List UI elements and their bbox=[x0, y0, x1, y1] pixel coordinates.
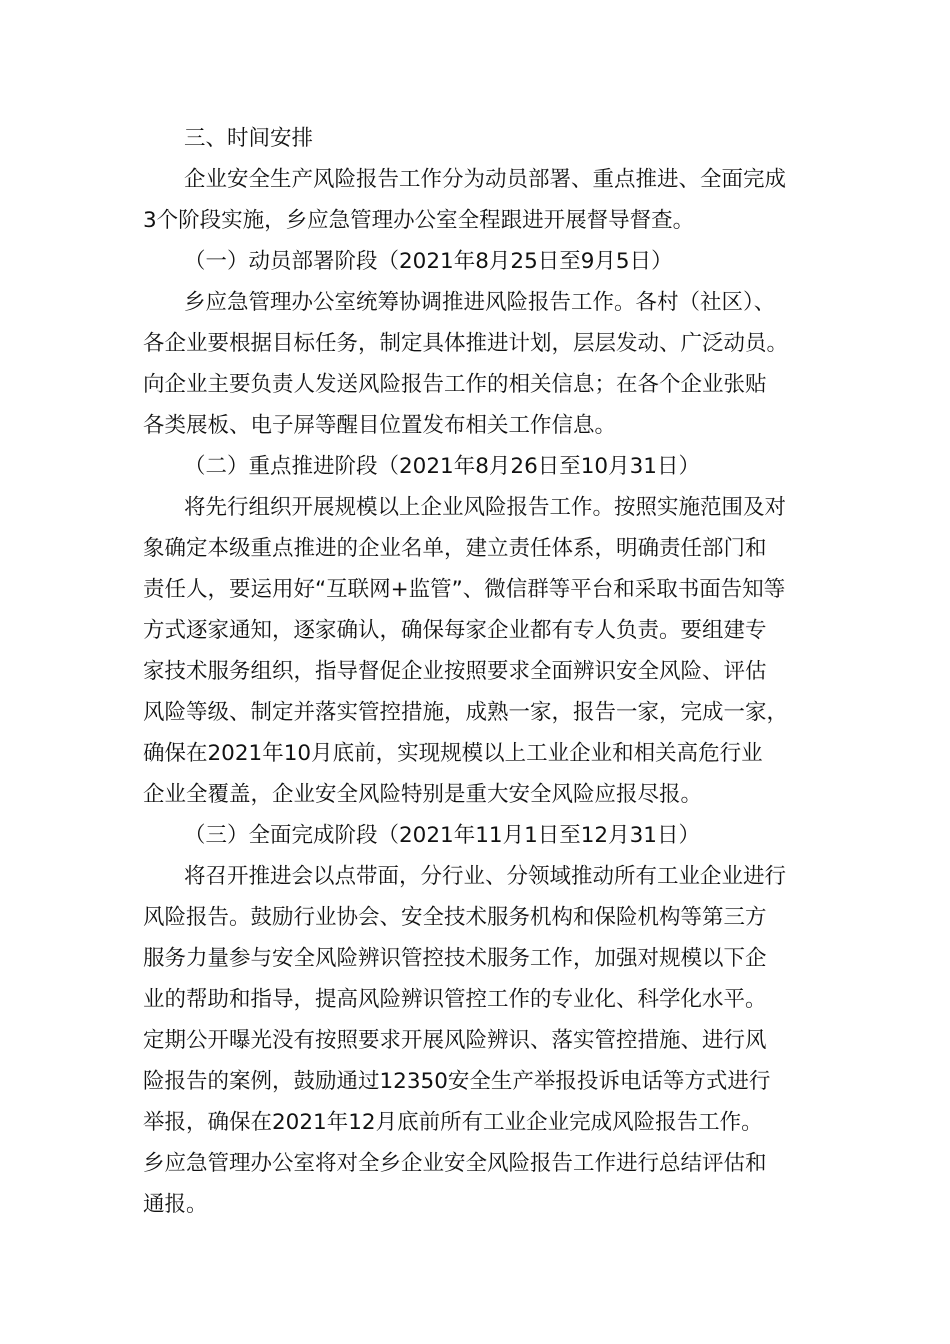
phase1-body-line: 各类展板、电子屏等醒目位置发布相关工作信息。 bbox=[143, 413, 617, 438]
phase3-heading: （三）全面完成阶段（2021年11月1日至12月31日） bbox=[184, 823, 700, 848]
phase2-body-line: 企业全覆盖，企业安全风险特别是重大安全风险应报尽报。 bbox=[143, 782, 703, 807]
phase1-body-line: 乡应急管理办公室统筹协调推进风险报告工作。各村（社区）、 bbox=[184, 290, 776, 315]
phase3-body-line: 将召开推进会以点带面，分行业、分领域推动所有工业企业进行 bbox=[184, 864, 787, 889]
phase3-body-line: 风险报告。鼓励行业协会、安全技术服务机构和保险机构等第三方 bbox=[143, 905, 767, 930]
phase1-heading: （一）动员部署阶段（2021年8月25日至9月5日） bbox=[184, 249, 673, 274]
intro-line: 3个阶段实施，乡应急管理办公室全程跟进开展督导督查。 bbox=[143, 208, 695, 233]
phase3-body-line: 乡应急管理办公室将对全乡企业安全风险报告工作进行总结评估和 bbox=[143, 1151, 767, 1176]
phase1-body-line: 各企业要根据目标任务，制定具体推进计划，层层发动、广泛动员。 bbox=[143, 331, 789, 356]
phase2-body-line: 家技术服务组织，指导督促企业按照要求全面辨识安全风险、评估 bbox=[143, 659, 767, 684]
section-heading: 三、时间安排 bbox=[184, 126, 314, 151]
intro-line: 企业安全生产风险报告工作分为动员部署、重点推进、全面完成 bbox=[184, 167, 787, 192]
phase3-body-line: 举报，确保在2021年12月底前所有工业企业完成风险报告工作。 bbox=[143, 1110, 763, 1135]
phase2-body-line: 方式逐家通知，逐家确认，确保每家企业都有专人负责。要组建专 bbox=[143, 618, 767, 643]
phase3-body-line: 通报。 bbox=[143, 1192, 208, 1217]
phase2-body-line: 责任人，要运用好“互联网+监管”、微信群等平台和采取书面告知等 bbox=[143, 577, 786, 602]
phase2-body-line: 将先行组织开展规模以上企业风险报告工作。按照实施范围及对 bbox=[184, 495, 787, 520]
phase2-body-line: 风险等级、制定并落实管控措施，成熟一家，报告一家，完成一家， bbox=[143, 700, 789, 725]
phase3-body-line: 定期公开曝光没有按照要求开展风险辨识、落实管控措施、进行风 bbox=[143, 1028, 767, 1053]
phase3-body-line: 服务力量参与安全风险辨识管控技术服务工作，加强对规模以下企 bbox=[143, 946, 767, 971]
phase2-heading: （二）重点推进阶段（2021年8月26日至10月31日） bbox=[184, 454, 700, 479]
phase3-body-line: 险报告的案例，鼓励通过12350安全生产举报投诉电话等方式进行 bbox=[143, 1069, 771, 1094]
phase2-body-line: 象确定本级重点推进的企业名单，建立责任体系，明确责任部门和 bbox=[143, 536, 767, 561]
phase2-body-line: 确保在2021年10月底前，实现规模以上工业企业和相关高危行业 bbox=[143, 741, 763, 766]
phase1-body-line: 向企业主要负责人发送风险报告工作的相关信息；在各个企业张贴 bbox=[143, 372, 767, 397]
phase3-body-line: 业的帮助和指导，提高风险辨识管控工作的专业化、科学化水平。 bbox=[143, 987, 767, 1012]
